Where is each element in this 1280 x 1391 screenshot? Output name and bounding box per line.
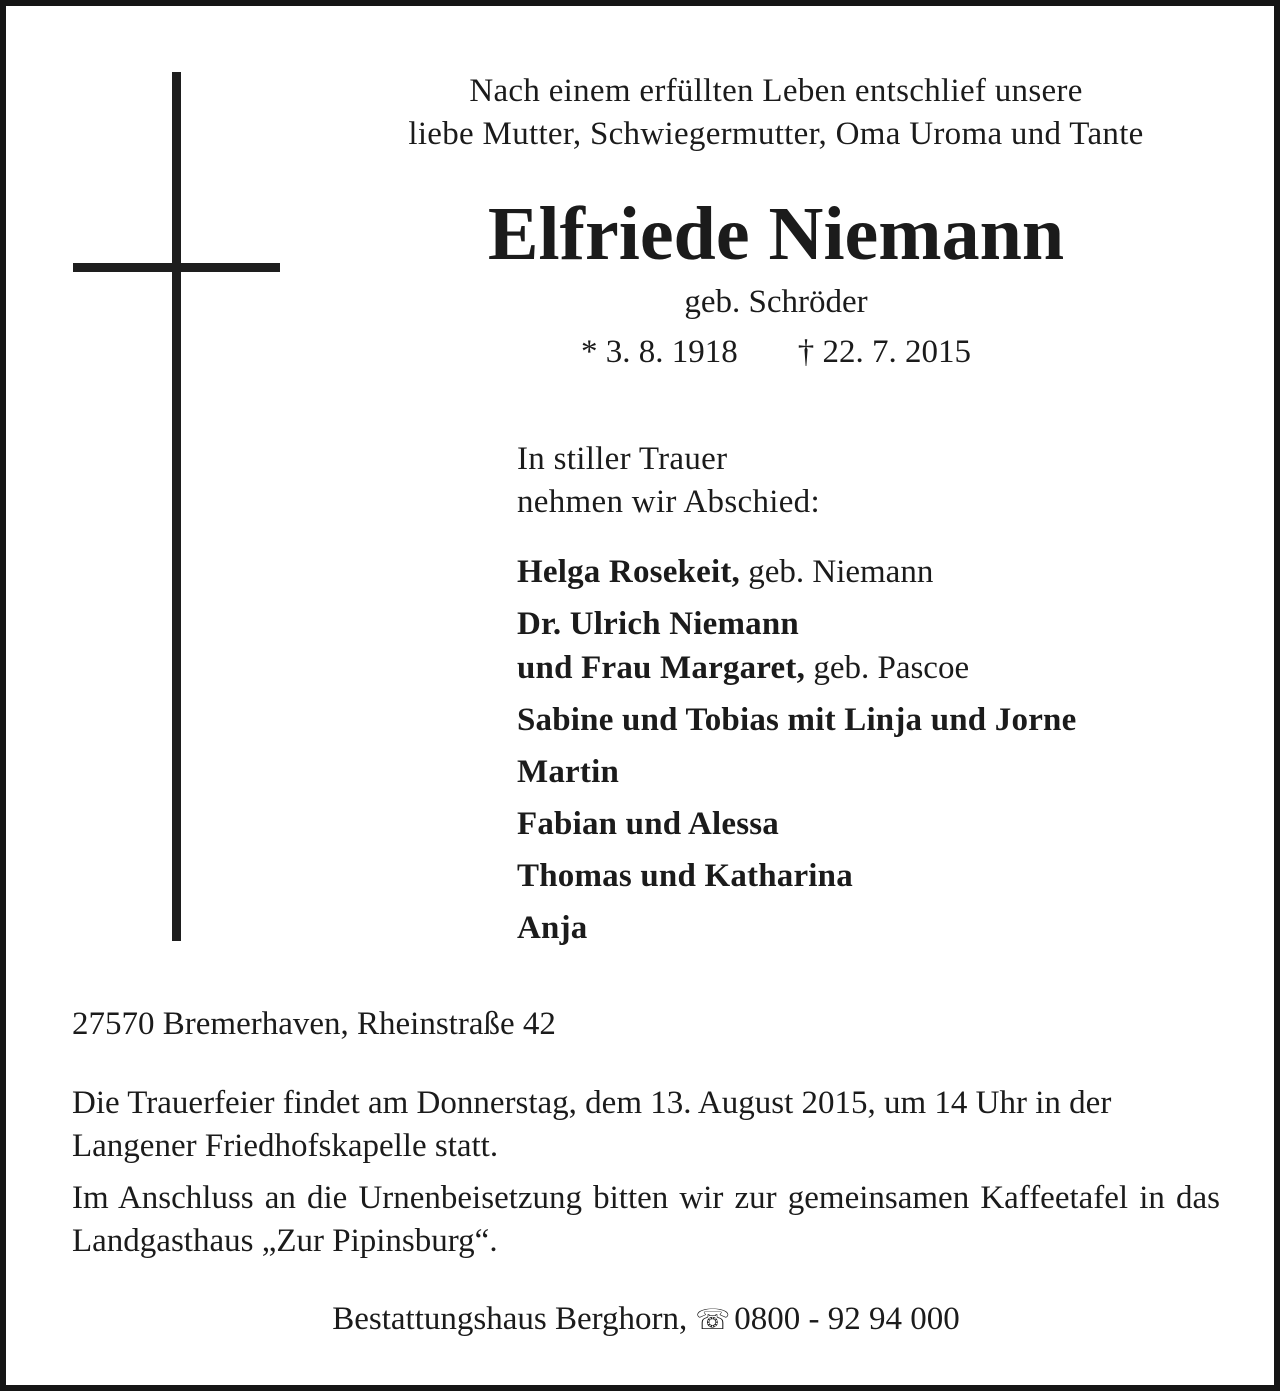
funeral-home-line [6, 1298, 1280, 1341]
telephone-icon: ☏ [695, 1303, 731, 1336]
funeral-home-name: Bestattungshaus Berghorn, [332, 1301, 688, 1337]
cross-icon-vertical-beam [172, 72, 181, 941]
mourner-entry: Helga Rosekeit, geb. Niemann [517, 554, 934, 590]
mourners-list [517, 550, 1076, 958]
death-date: † 22. 7. 2015 [797, 334, 971, 370]
intro-line-2: liebe Mutter, Schwiegermutter, Oma Uroma und Tante [408, 116, 1144, 152]
intro-line-1: Nach einem erfüllten Leben entschlief unsere [469, 73, 1083, 109]
phone-number: 0800 - 92 94 000 [734, 1301, 960, 1337]
funeral-service-text: Die Trauerfeier findet am Donnerstag, dem 13. August 2015, um 14 Uhr in der Langener Friedhofskapelle statt. [72, 1085, 1112, 1164]
mourner-entry: Martin [517, 754, 620, 790]
maiden-name: geb. Schröder [684, 284, 868, 320]
mourning-line-2: nehmen wir Abschied: [517, 484, 820, 520]
mourning-text [517, 438, 820, 524]
mourner-entry: Thomas und Katharina [517, 858, 853, 894]
reception-text: Im Anschluss an die Urnenbeisetzung bitten wir zur gemeinsamen Kaffeetafel in das Landgasthaus „Zur Pipinsburg“. [72, 1180, 1220, 1259]
mourner-entry: Dr. Ulrich Niemann [517, 606, 799, 642]
life-dates [326, 332, 1226, 372]
cross-icon-horizontal-beam [73, 263, 280, 272]
mourning-line-1: In stiller Trauer [517, 441, 728, 477]
mourner-entry: Fabian und Alessa [517, 806, 780, 842]
intro-text [326, 70, 1226, 156]
mourner-entry: Sabine und Tobias mit Linja und Jorne [517, 702, 1077, 738]
deceased-name: Elfriede Niemann [487, 192, 1065, 276]
mourner-entry: und Frau Margaret, geb. Pascoe [517, 650, 970, 686]
address: 27570 Bremerhaven, Rheinstraße 42 [72, 1006, 556, 1042]
mourner-entry: Anja [517, 910, 588, 946]
birth-date: * 3. 8. 1918 [581, 334, 738, 370]
